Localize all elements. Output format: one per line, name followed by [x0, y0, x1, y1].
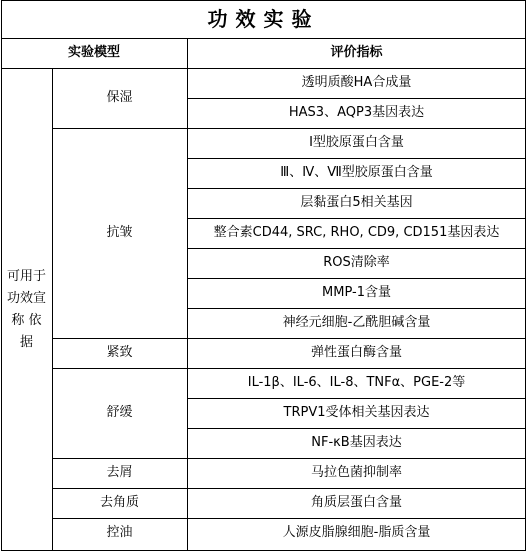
- row-divider: [187, 398, 526, 399]
- column-divider-main: [187, 38, 188, 551]
- side-label-line: 据: [19, 334, 33, 350]
- group-divider: [52, 338, 526, 339]
- row-divider: [187, 158, 526, 159]
- criteria-cell: ROS清除率: [323, 255, 390, 270]
- header-divider: [1, 68, 526, 69]
- group-divider: [52, 488, 526, 489]
- criteria-cell: 神经元细胞-乙酰胆碱含量: [282, 315, 431, 330]
- side-label: [1, 68, 52, 551]
- header-criteria: 评价指标: [330, 45, 383, 60]
- criteria-cell: I型胶原蛋白含量: [309, 135, 404, 150]
- group-divider: [52, 518, 526, 519]
- model-cell: 去屑: [106, 465, 133, 480]
- row-divider: [187, 218, 526, 219]
- group-divider: [52, 458, 526, 459]
- group-divider: [52, 368, 526, 369]
- model-cell: 保湿: [106, 90, 133, 105]
- row-divider: [187, 278, 526, 279]
- model-cell: 抗皱: [106, 225, 133, 240]
- row-divider: [187, 188, 526, 189]
- border-top: [1, 0, 526, 1]
- criteria-cell: 马拉色菌抑制率: [310, 465, 402, 480]
- criteria-cell: IL-1β、IL-6、IL-8、TNFα、PGE-2等: [247, 375, 466, 390]
- side-label-line: 称 依: [11, 312, 42, 328]
- criteria-cell: HAS3、AQP3基因表达: [288, 105, 425, 120]
- row-divider: [187, 248, 526, 249]
- model-cell: 紧致: [106, 345, 133, 360]
- column-divider-side: [52, 68, 53, 551]
- criteria-cell: 角质层蛋白含量: [310, 495, 402, 510]
- model-cell: 舒缓: [106, 405, 133, 420]
- model-cell: 去角质: [99, 495, 139, 510]
- border-right: [525, 0, 526, 551]
- criteria-cell: TRPV1受体相关基因表达: [283, 405, 430, 420]
- criteria-cell: 整合素CD44, SRC, RHO, CD9, CD151基因表达: [213, 225, 500, 240]
- criteria-cell: 弹性蛋白酶含量: [310, 345, 402, 360]
- row-divider: [187, 308, 526, 309]
- side-label-text: [7, 266, 46, 354]
- row-divider: [187, 98, 526, 99]
- criteria-cell: 层黏蛋白5相关基因: [300, 195, 413, 210]
- side-label-line: 功效宣: [6, 290, 46, 306]
- group-divider: [52, 128, 526, 129]
- title-divider: [1, 38, 526, 39]
- efficacy-table: [1, 0, 526, 551]
- side-label-line: 可用于: [6, 268, 46, 284]
- row-divider: [187, 428, 526, 429]
- criteria-cell: 人源皮脂腺细胞-脂质含量: [282, 525, 431, 540]
- criteria-cell: Ⅲ、Ⅳ、Ⅶ型胶原蛋白含量: [280, 165, 433, 180]
- criteria-cell: NF-κB基因表达: [311, 435, 402, 450]
- border-left: [1, 0, 2, 551]
- border-bottom: [1, 550, 526, 551]
- criteria-cell: 透明质酸HA合成量: [301, 75, 412, 90]
- table-title: 功效实验: [207, 7, 320, 31]
- header-model: 实验模型: [67, 45, 120, 60]
- criteria-cell: MMP-1含量: [322, 285, 391, 300]
- model-cell: 控油: [106, 525, 133, 540]
